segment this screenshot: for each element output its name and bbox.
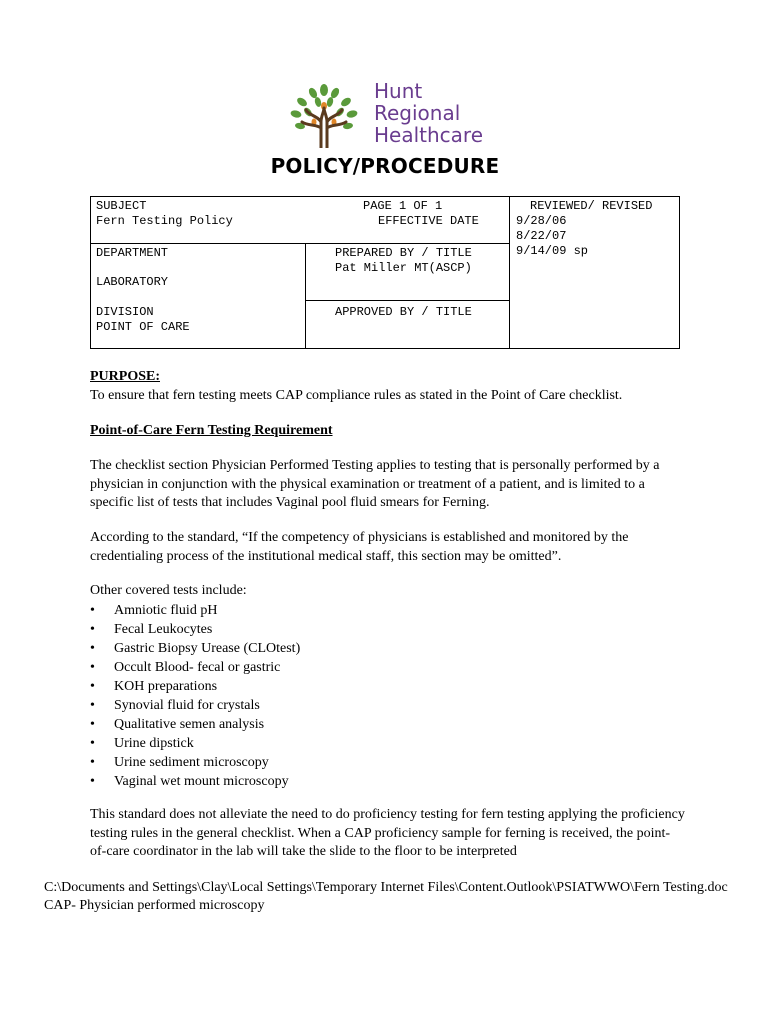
bullet-icon: • — [90, 774, 95, 789]
division-value: POINT OF CARE — [96, 320, 190, 334]
bullet-icon: • — [90, 603, 95, 618]
list-item: • Amniotic fluid pH — [90, 603, 218, 618]
list-item: • Vaginal wet mount microscopy — [90, 774, 289, 789]
hospital-logo — [288, 80, 498, 150]
reviewed-date: 9/14/09 sp — [516, 244, 589, 258]
bullet-icon: • — [90, 698, 95, 713]
list-item: • Urine dipstick — [90, 736, 194, 751]
approved-by-label: APPROVED BY / TITLE — [335, 305, 472, 319]
department-value: LABORATORY — [96, 275, 169, 289]
document-title: POLICY/PROCEDURE — [270, 154, 500, 178]
bullet-icon: • — [90, 641, 95, 656]
footer-note: CAP- Physician performed microscopy — [44, 898, 265, 913]
subject-value: Fern Testing Policy — [96, 214, 233, 228]
list-item: • Gastric Biopsy Urease (CLOtest) — [90, 641, 301, 656]
file-path: C:\Documents and Settings\Clay\Local Settings\Temporary Internet Files\Content.Outlook\PSIATWWO\Fern Testing.doc — [44, 880, 728, 895]
requirement-heading-text: Point-of-Care Fern Testing Requirement — [90, 423, 333, 438]
reviewed-label: REVIEWED/ REVISED — [530, 199, 653, 213]
bullet-icon: • — [90, 736, 95, 751]
requirement-paragraph-1: The checklist section Physician Performed Testing applies to testing that is personally performed by a physician in conjunction with the physical examination or treatment of a patient, and is limited to a specific list of tests that includes Vaginal pool fluid smears for Ferning. — [90, 458, 660, 510]
bullet-icon: • — [90, 679, 95, 694]
prepared-by-value: Pat Miller MT(ASCP) — [335, 261, 472, 275]
division-label: DIVISION — [96, 305, 154, 319]
logo-line-healthcare: Healthcare — [374, 123, 484, 147]
logo-line-regional: Regional — [374, 101, 461, 125]
document-footer — [44, 879, 734, 915]
logo-line-hunt: Hunt — [374, 79, 423, 103]
covered-tests-section — [90, 582, 690, 791]
requirement-paragraph-2: According to the standard, “If the competency of physicians is established and monitored by the credentialing process of the institutional medical staff, this section may be omitted”. — [90, 530, 629, 564]
bullet-icon: • — [90, 660, 95, 675]
covered-tests-intro: Other covered tests include: — [90, 583, 247, 598]
list-item: • KOH preparations — [90, 679, 218, 694]
page-label: PAGE 1 OF 1 — [363, 199, 443, 213]
effective-date-label: EFFECTIVE DATE — [378, 214, 479, 228]
requirement-heading — [90, 422, 690, 441]
list-item: • Fecal Leukocytes — [90, 622, 213, 637]
bullet-icon: • — [90, 755, 95, 770]
covered-tests-list — [90, 601, 690, 791]
purpose-heading: PURPOSE: — [90, 369, 160, 384]
list-item: • Synovial fluid for crystals — [90, 698, 260, 713]
requirement-paragraph-3: This standard does not alleviate the need to do proficiency testing for fern testing applying the proficiency testing rules in the general checklist. When a CAP proficiency sample for ferning is received, the point-of-care coordinator in the lab will take the slide to the floor to be interpreted — [90, 807, 685, 859]
subject-label: SUBJECT — [96, 199, 147, 213]
reviewed-date: 9/28/06 — [516, 214, 567, 228]
department-label: DEPARTMENT — [96, 246, 169, 260]
bullet-icon: • — [90, 717, 95, 732]
bullet-icon: • — [90, 622, 95, 637]
purpose-text: To ensure that fern testing meets CAP compliance rules as stated in the Point of Care checklist. — [90, 387, 623, 403]
list-item: • Occult Blood- fecal or gastric — [90, 660, 281, 675]
purpose-section — [90, 368, 690, 405]
prepared-by-label: PREPARED BY / TITLE — [335, 246, 472, 260]
policy-header-table — [90, 196, 680, 349]
tree-icon — [288, 82, 360, 148]
list-item: • Qualitative semen analysis — [90, 717, 265, 732]
list-item: • Urine sediment microscopy — [90, 755, 269, 770]
logo-text — [374, 80, 483, 146]
reviewed-date: 8/22/07 — [516, 229, 567, 243]
